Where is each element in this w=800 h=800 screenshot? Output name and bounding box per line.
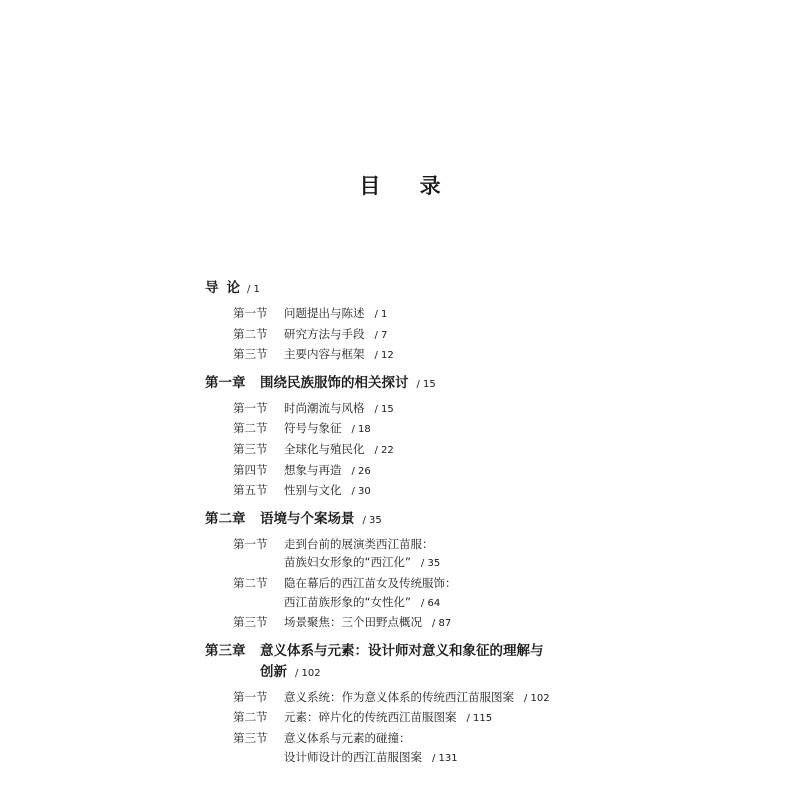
section-title-line (284, 461, 765, 482)
section-entry[interactable] (233, 708, 765, 729)
section-number: 第三节 (233, 615, 268, 630)
chapter-number: 导论 (205, 280, 248, 296)
section-page-number: / 115 (466, 713, 493, 725)
section-title-text: 全球化与殖民化 (284, 441, 365, 456)
section-title-text: 想象与再造 (284, 462, 342, 477)
section-entry[interactable] (233, 688, 765, 709)
section-title (284, 535, 765, 574)
chapter-entry[interactable] (205, 509, 765, 531)
section-entry[interactable] (233, 729, 765, 768)
chapter-title-text: 意义体系与元素：设计师对意义和象征的理解与 (260, 642, 544, 659)
section-title (284, 325, 765, 346)
chapter-entry[interactable] (205, 278, 765, 300)
section-title-line (284, 304, 765, 325)
section-title-line (284, 553, 765, 574)
section-page-number: / 102 (524, 692, 550, 704)
section-title-line (284, 440, 765, 461)
section-page-number: / 35 (420, 558, 441, 570)
section-title-line (284, 729, 765, 748)
section-title-line (284, 688, 765, 709)
section-title-line (284, 748, 765, 769)
section-list (233, 688, 765, 768)
chapter-number: 第三章 (205, 642, 246, 659)
section-page-number: / 131 (432, 752, 458, 764)
section-page-number: / 12 (374, 350, 394, 362)
chapter-number: 第二章 (205, 510, 246, 527)
section-title (284, 688, 765, 709)
section-list (233, 399, 765, 502)
section-title-text: 问题提出与陈述 (284, 306, 365, 320)
section-entry[interactable] (233, 325, 765, 346)
chapter-title (260, 641, 544, 684)
section-title-line (284, 613, 765, 634)
chapter-title-text-line2: 创新 (260, 663, 287, 680)
section-title-line (284, 574, 765, 593)
section-title-text: 苗族妇女形象的“西江化” (284, 555, 411, 570)
section-title-text: 意义体系与元素的碰撞： (284, 730, 411, 745)
section-title-line (284, 419, 765, 440)
section-entry[interactable] (233, 535, 765, 574)
section-entry[interactable] (233, 345, 765, 366)
section-number: 第一节 (233, 689, 268, 704)
section-page-number: / 30 (351, 486, 371, 498)
chapter-page-number: / 35 (362, 514, 382, 526)
section-number: 第二节 (233, 710, 268, 725)
section-title-text: 符号与象征 (284, 421, 342, 436)
chapter-entry[interactable] (205, 641, 765, 684)
section-number: 第一节 (233, 306, 268, 320)
section-entry[interactable] (233, 399, 765, 420)
section-title-text: 主要内容与框架 (284, 347, 365, 362)
chapter-title (260, 373, 436, 395)
section-title-line (284, 593, 765, 614)
section-title-text: 研究方法与手段 (284, 326, 365, 341)
section-title-text: 走到台前的展演类西江苗服： (284, 536, 434, 551)
section-page-number: / 1 (374, 309, 388, 320)
section-entry[interactable] (233, 574, 765, 613)
chapter-title-text: 围绕民族服饰的相关探讨 (260, 374, 409, 391)
section-title-line (284, 708, 765, 729)
section-title-line (284, 535, 765, 554)
section-title (284, 461, 765, 482)
section-title (284, 304, 765, 325)
section-list (233, 304, 765, 366)
section-page-number: / 15 (374, 403, 394, 415)
section-page-number: / 64 (420, 597, 441, 609)
section-entry[interactable] (233, 461, 765, 482)
section-title (284, 613, 765, 634)
section-page-number: / 87 (432, 618, 452, 630)
section-title (284, 481, 765, 502)
section-number: 第二节 (233, 421, 268, 436)
page-title: 目 录 (359, 173, 457, 198)
section-title (284, 574, 765, 613)
section-title (284, 708, 765, 729)
section-title (284, 419, 765, 440)
section-number: 第三节 (233, 730, 268, 745)
table-of-contents (205, 278, 765, 775)
section-page-number: / 22 (374, 444, 394, 456)
section-number: 第一节 (233, 400, 268, 415)
section-title-text: 时尚潮流与风格 (284, 400, 365, 415)
section-title (284, 729, 765, 768)
section-title-text: 设计师设计的西江苗服图案 (284, 749, 422, 764)
section-title-text: 西江苗族形象的“女性化” (284, 594, 411, 609)
section-title (284, 345, 765, 366)
section-page-number: / 7 (374, 329, 388, 341)
section-title-line (284, 481, 765, 502)
section-page-number: / 18 (351, 424, 371, 436)
section-title-line (284, 325, 765, 346)
section-number: 第一节 (233, 536, 268, 551)
section-number: 第三节 (233, 441, 268, 456)
section-title-line (284, 345, 765, 366)
chapter-number: 第一章 (205, 374, 246, 391)
section-number: 第四节 (233, 462, 268, 477)
chapter-page-number: / 1 (247, 284, 260, 295)
section-title-text: 意义系统：作为意义体系的传统西江苗服图案 (284, 689, 514, 704)
section-entry[interactable] (233, 304, 765, 325)
section-number: 第二节 (233, 326, 268, 341)
section-entry[interactable] (233, 419, 765, 440)
section-title-text: 性别与文化 (284, 483, 342, 498)
section-number: 第三节 (233, 347, 268, 362)
section-page-number: / 26 (351, 465, 371, 477)
chapter-page-number: / 102 (295, 667, 321, 679)
chapter-page-number: / 15 (416, 378, 436, 390)
section-entry[interactable] (233, 613, 765, 634)
section-title-text: 场景聚焦：三个田野点概况 (284, 615, 422, 630)
section-title-text: 隐在幕后的西江苗女及传统服饰： (284, 575, 457, 590)
section-title (284, 399, 765, 420)
section-entry[interactable] (233, 440, 765, 461)
chapter-title (260, 509, 382, 531)
section-list (233, 535, 765, 634)
chapter-title-text: 语境与个案场景 (260, 510, 355, 527)
section-entry[interactable] (233, 481, 765, 502)
section-number: 第五节 (233, 483, 268, 498)
section-title-text: 元素：碎片化的传统西江苗服图案 (284, 710, 457, 725)
chapter-entry[interactable] (205, 373, 765, 395)
section-number: 第二节 (233, 575, 268, 590)
section-title (284, 440, 765, 461)
section-title-line (284, 399, 765, 420)
